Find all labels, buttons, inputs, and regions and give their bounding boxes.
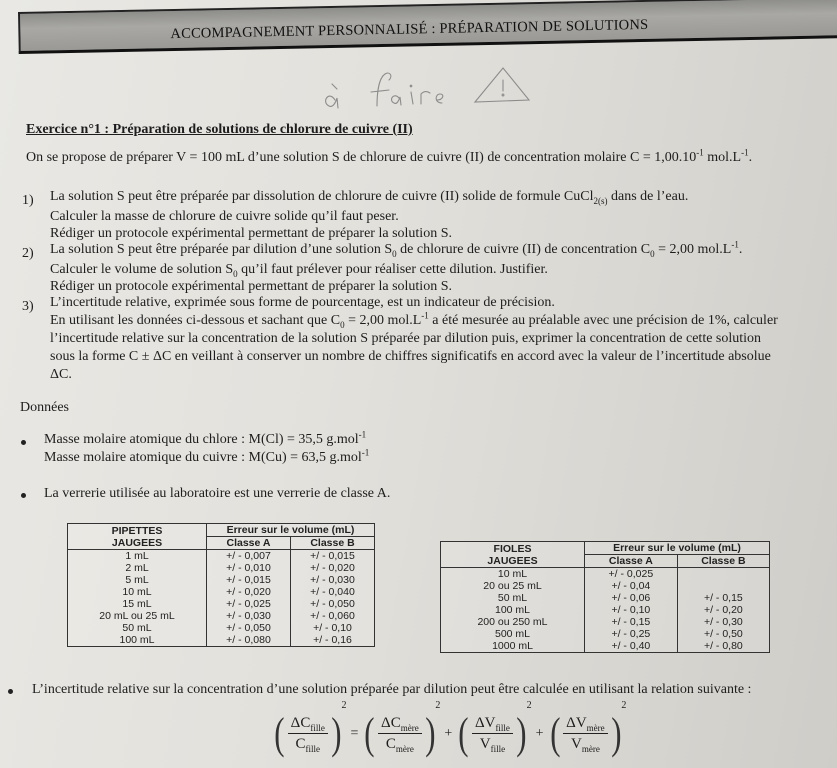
v-symbol: V <box>484 715 496 731</box>
incertitude-note: L’incertitude relative sur la concentration d’une solution préparée par dilution peut être calculée en utilisant la relation suivante : <box>32 682 752 697</box>
q1-text-end: dans de l’eau. <box>607 189 689 204</box>
fioles-header <box>441 542 585 568</box>
fioles-class-a-cell: +/ - 0,15 <box>585 616 678 628</box>
q1-text: La solution S peut être préparée par dissolution de chlorure de cuivre (II) solide de formule CuCl <box>50 189 594 204</box>
pipettes-class-b-cell: +/ - 0,015 <box>290 550 374 563</box>
pipettes-class-b-cell: +/ - 0,040 <box>290 586 374 598</box>
pipettes-class-b-cell: +/ - 0,020 <box>290 562 374 574</box>
bullet-icon <box>21 493 26 498</box>
fraction-c-mere <box>378 715 422 753</box>
pipettes-class-b-cell: +/ - 0,060 <box>290 610 374 622</box>
intro-unit: mol.L <box>703 150 742 165</box>
fioles-class-a-cell: +/ - 0,04 <box>585 580 678 592</box>
fioles-class-a-cell: +/ - 0,025 <box>585 568 678 581</box>
banner-title: ACCOMPAGNEMENT PERSONNALISÉ : PRÉPARATION DE SOLUTIONS <box>170 16 649 43</box>
pipettes-class-a-cell: +/ - 0,010 <box>207 562 291 574</box>
intro-text: On se propose de préparer V = 100 mL d’une solution S de chlorure de cuivre (II) de concentration molaire C = 1,00.10 <box>26 150 697 165</box>
q3-text: En utilisant les données ci-dessous et sachant que C <box>50 313 341 328</box>
sub-fille: fille <box>495 723 510 733</box>
pipettes-row <box>68 634 375 647</box>
left-paren: ( <box>549 709 560 758</box>
sub-mere: mère <box>581 744 600 754</box>
q3-subscript: 0 <box>340 319 345 330</box>
fioles-row <box>441 592 770 604</box>
pipettes-class-b-cell: +/ - 0,050 <box>290 598 374 610</box>
right-paren: ) <box>424 709 436 758</box>
fraction-c-fille <box>288 715 328 753</box>
fioles-header-line-2: JAUGEES <box>487 554 538 567</box>
fioles-class-a-cell: +/ - 0,10 <box>585 604 678 616</box>
pipettes-class-a-cell: +/ - 0,020 <box>207 586 291 598</box>
pipettes-volume-cell: 50 mL <box>122 622 152 634</box>
fioles-volume-cell: 10 mL <box>497 568 528 580</box>
question-1-line-2: Calculer la masse de chlorure de cuivre solide qu’il faut peser. <box>50 209 399 224</box>
q2-line2-subscript: 0 <box>233 268 238 279</box>
molar-cu-text: Masse molaire atomique du cuivre : M(Cu) = 63,5 g.mol <box>44 450 362 465</box>
fioles-volume-cell: 100 mL <box>494 604 531 616</box>
fioles-volume-cell: 500 mL <box>494 628 531 640</box>
fioles-class-b-cell <box>677 580 769 592</box>
pipettes-row <box>68 562 375 574</box>
question-3-line-5: ΔC. <box>50 367 72 382</box>
v-symbol: V <box>479 736 491 752</box>
pipettes-class-b-cell: +/ - 0,030 <box>290 574 374 586</box>
pipettes-class-b-header: Classe B <box>290 537 374 550</box>
sub-mere: mère <box>395 744 414 754</box>
pipettes-class-a-header: Classe A <box>207 537 291 550</box>
pipettes-class-b-cell: +/ - 0,10 <box>290 622 374 634</box>
pipettes-class-a-cell: +/ - 0,015 <box>207 574 291 586</box>
q3-value: = 2,00 mol.L <box>344 313 422 328</box>
delta-symbol: Δ <box>381 715 391 731</box>
fioles-row <box>441 628 770 640</box>
exercise-title: Exercice n°1 : Préparation de solutions de chlorure de cuivre (II) <box>26 122 413 137</box>
equals-sign: = <box>350 726 359 741</box>
intro-unit-exponent: -1 <box>741 147 749 158</box>
header-banner <box>18 0 837 54</box>
v-symbol: V <box>575 715 587 731</box>
c-symbol: C <box>390 715 401 731</box>
molar-mass-chlorine <box>44 429 367 448</box>
question-2-line-3: Rédiger un protocole expérimental permettant de préparer la solution S. <box>50 279 452 294</box>
sub-mere: mère <box>586 723 605 733</box>
c-symbol: C <box>300 715 311 731</box>
delta-symbol: Δ <box>566 715 576 731</box>
q2-text-value: = 2,00 mol.L <box>654 242 732 257</box>
question-3-line-1: L’incertitude relative, exprimée sous forme de pourcentage, est un indicateur de précision. <box>50 295 555 310</box>
pipettes-row <box>68 610 375 622</box>
question-3-line-2 <box>50 310 778 330</box>
fioles-class-b-cell: +/ - 0,50 <box>677 628 769 640</box>
molar-cl-exponent: -1 <box>358 429 367 440</box>
pipettes-table <box>67 523 375 647</box>
fioles-row <box>441 580 770 592</box>
pipettes-class-a-cell: +/ - 0,050 <box>207 622 291 634</box>
fioles-table <box>440 541 770 653</box>
intro-period: . <box>748 150 753 165</box>
question-1-number: 1) <box>22 193 34 208</box>
pipettes-group-header: Erreur sur le volume (mL) <box>207 524 375 537</box>
fioles-volume-cell: 50 mL <box>497 592 528 604</box>
pipettes-row <box>68 574 375 586</box>
q2-exponent: -1 <box>731 239 739 250</box>
verrerie-note: La verrerie utilisée au laboratoire est une verrerie de classe A. <box>44 486 391 501</box>
pipettes-volume-cell: 100 mL <box>119 634 155 646</box>
c-symbol: C <box>295 736 306 752</box>
question-3-line-4: sous la forme C ± ΔC en veillant à conserver un nombre de chiffres significatifs en accord avec la valeur de l’incertitude absolue <box>50 349 771 364</box>
pipettes-volume-cell: 2 mL <box>125 562 149 574</box>
bullet-icon <box>21 440 26 445</box>
pipettes-class-a-cell: +/ - 0,030 <box>207 610 291 622</box>
fioles-class-b-cell: +/ - 0,80 <box>677 640 769 653</box>
pipettes-class-a-cell: +/ - 0,007 <box>207 550 291 563</box>
fioles-volume-cell: 20 ou 25 mL <box>483 580 542 592</box>
sub-mere: mère <box>400 723 419 733</box>
fioles-class-a-header: Classe A <box>585 555 678 568</box>
fioles-class-b-cell: +/ - 0,15 <box>677 592 769 604</box>
c-symbol: C <box>385 736 396 752</box>
question-1-line-3: Rédiger un protocole expérimental permettant de préparer la solution S. <box>50 226 452 241</box>
dilution-uncertainty-formula: ( $\frac{\Delta C_{fille}}{C_{fille}}$ ) 2 = ( $\frac{\Delta C_{mère}}{C_{mère}}$ ) 2 + ( $\frac{\Delta V_{fille}}{V_{fille}}$ ) 2 + ( $\frac{\Delta V_{mère}}{V_{mère}}$ ) 2 <box>274 700 627 758</box>
pipettes-volume-cell: 20 mL ou 25 mL <box>99 610 175 622</box>
q2-period: . <box>738 242 743 257</box>
q2-subscript-2: 0 <box>650 248 655 259</box>
pipettes-row <box>68 598 375 610</box>
donnees-heading: Données <box>20 400 69 415</box>
pipettes-class-a-cell: +/ - 0,025 <box>207 598 291 610</box>
pipettes-volume-cell: 10 mL <box>122 586 152 598</box>
fioles-class-b-cell: +/ - 0,30 <box>677 616 769 628</box>
question-2-line-1 <box>50 239 743 259</box>
pipettes-class-a-cell: +/ - 0,080 <box>207 634 291 647</box>
delta-symbol: Δ <box>290 715 301 731</box>
fioles-class-a-cell: +/ - 0,06 <box>585 592 678 604</box>
fioles-class-b-cell <box>677 568 769 581</box>
q3-text-end: a été mesurée au préalable avec une précision de 1%, calculer <box>428 313 778 328</box>
pipettes-header <box>68 524 207 550</box>
question-1-line-1 <box>50 189 688 205</box>
sub-fille: fille <box>490 744 506 754</box>
delta-symbol: Δ <box>474 715 485 731</box>
plus-sign: + <box>535 726 544 741</box>
left-paren: ( <box>364 709 375 758</box>
pipettes-row <box>68 586 375 598</box>
intro-exponent: -1 <box>696 147 704 158</box>
right-paren: ) <box>331 709 342 758</box>
q1-subscript: 2(s) <box>593 195 608 206</box>
fioles-volume-cell: 1000 mL <box>492 640 533 652</box>
fioles-volume-cell: 200 ou 250 mL <box>477 616 548 628</box>
right-paren: ) <box>516 709 527 758</box>
fioles-row <box>441 568 770 581</box>
q3-exponent: -1 <box>421 310 429 321</box>
pipettes-row <box>68 550 375 563</box>
sub-fille: fille <box>305 744 320 754</box>
q2-line2-text: Calculer le volume de solution S <box>50 262 234 277</box>
pipettes-row <box>68 622 375 634</box>
pipettes-volume-cell: 5 mL <box>125 574 149 586</box>
pipettes-header-line-1: PIPETTES <box>111 524 163 537</box>
pipettes-class-b-cell: +/ - 0,16 <box>290 634 374 647</box>
molar-cu-exponent: -1 <box>361 447 370 458</box>
q2-subscript: 0 <box>392 248 397 259</box>
handwritten-note-a-faire <box>315 62 575 112</box>
fioles-row <box>441 640 770 653</box>
sub-fille: fille <box>310 723 325 733</box>
fioles-class-b-header: Classe B <box>677 555 769 568</box>
fioles-header-line-1: FIOLES <box>493 542 532 555</box>
fioles-class-b-cell: +/ - 0,20 <box>677 604 769 616</box>
fraction-v-fille <box>472 715 513 753</box>
left-paren: ( <box>274 709 285 758</box>
fioles-row <box>441 604 770 616</box>
q2-text-mid: de chlorure de cuivre (II) de concentration C <box>396 242 651 257</box>
question-3-line-3: l’incertitude relative sur la concentration de la solution S préparée par dilution puis, exprimer la concentration de cette solution <box>50 331 762 346</box>
question-3-number: 3) <box>22 299 34 314</box>
right-paren: ) <box>610 709 622 758</box>
pipettes-header-line-2: JAUGEES <box>111 536 163 549</box>
molar-cl-text: Masse molaire atomique du chlore : M(Cl) = 35,5 g.mol <box>44 432 359 447</box>
exercise-intro <box>26 147 753 166</box>
fraction-v-mere <box>563 715 608 753</box>
q2-text: La solution S peut être préparée par dilution d’une solution S <box>50 242 393 257</box>
pipettes-volume-cell: 15 mL <box>122 598 152 610</box>
fioles-class-a-cell: +/ - 0,25 <box>585 628 678 640</box>
fioles-class-a-cell: +/ - 0,40 <box>585 640 678 653</box>
fioles-row <box>441 616 770 628</box>
question-2-number: 2) <box>22 246 34 261</box>
left-paren: ( <box>458 709 469 758</box>
plus-sign: + <box>444 726 453 741</box>
molar-mass-copper <box>44 447 370 466</box>
question-2-line-2 <box>50 262 548 278</box>
pipettes-volume-cell: 1 mL <box>125 550 149 562</box>
v-symbol: V <box>570 736 582 752</box>
q2-line2-text-end: qu’il faut prélever pour réaliser cette dilution. Justifier. <box>237 262 548 277</box>
bullet-icon <box>8 689 13 694</box>
fioles-group-header: Erreur sur le volume (mL) <box>585 542 770 555</box>
